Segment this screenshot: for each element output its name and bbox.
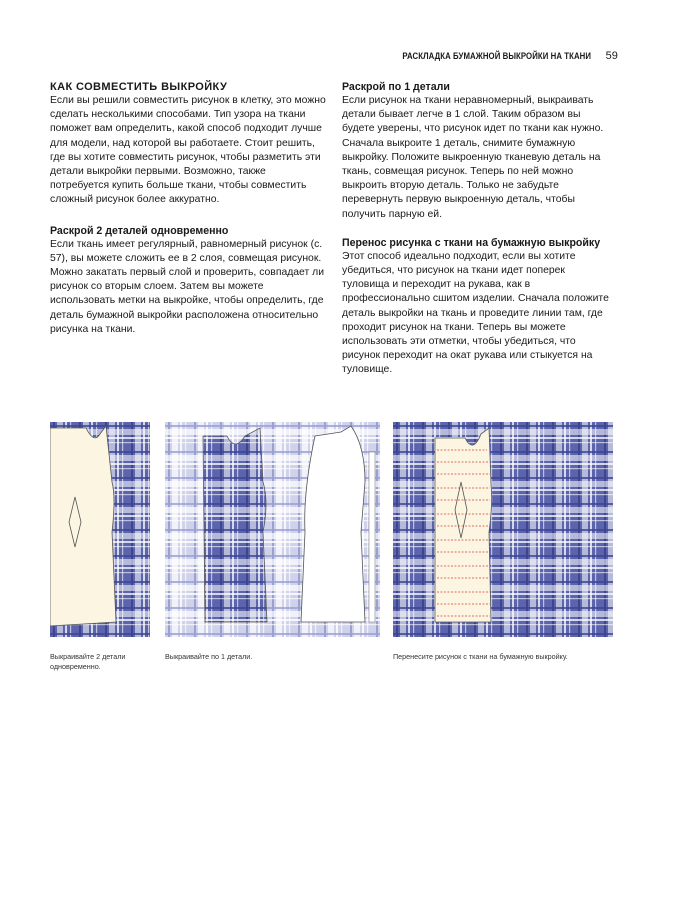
section-heading-transfer: Перенос рисунка с ткани на бумажную выкройку bbox=[342, 236, 601, 249]
running-title: РАСКЛАДКА БУМАЖНОЙ ВЫКРОЙКИ НА ТКАНИ bbox=[402, 50, 592, 62]
section-text-one-piece: Если рисунок на ткани неравномерный, выкраивать детали бывает легче в 1 слой. Таким образом вы будете уверены, что рисунок идет по ткани как нужно. Сначала выкроите 1 деталь, снимите бумажную выкройку. Положите выкроенную тканевую деталь на ткань, совмещая рисунок. Теперь по ней можно выкроить вторую деталь. Только не забудьте перевернуть первую выкроенную деталь, чтобы получить парную ей. bbox=[342, 95, 604, 220]
left-column bbox=[50, 80, 326, 337]
figure-one-piece bbox=[165, 422, 380, 637]
right-column bbox=[342, 80, 612, 378]
figure-caption: Выкраивайте 2 детали одновременно. bbox=[50, 652, 126, 671]
section-heading-match-pattern: КАК СОВМЕСТИТЬ ВЫКРОЙКУ bbox=[50, 81, 228, 93]
section-heading-one-piece: Раскрой по 1 детали bbox=[342, 81, 450, 93]
section-text-two-pieces: Если ткань имеет регулярный, равномерный рисунок (с. 57), вы можете сложить ее в 2 слоя, совмещая рисунок. Можно закатать первый слой и проверить, совпадает ли рисунок со вторым слоем. Затем вы можете использовать метки на выкройке, чтобы определить, где деталь бумажной выкройки расположена относительно рисунка на ткани. bbox=[50, 238, 325, 335]
figure-caption: Выкраивайте по 1 детали. bbox=[165, 652, 253, 661]
section-text-match-pattern: Если вы решили совместить рисунок в клетку, это можно сделать несколькими способами. Тип узора на ткани поможет вам определить, какой способ подходит лучше для модели, над которой вы работаете. Стоит решить, где вы хотите совместить рисунок, чтобы разметить эти детали выкройки первыми. Возможно, также потребуется купить больше ткани, чтобы совместить сложный рисунок более аккуратно. bbox=[50, 95, 326, 206]
section-text-transfer: Этот способ идеально подходит, если вы хотите убедиться, что рисунок на ткани идет поперек туловища и переходит на рукава, как в профессионально сшитом изделии. Сначала положите деталь выкройки на ткань и проведите линии там, где проходит рисунок на ткани. Теперь вы можете использовать эти отметки, чтобы убедиться, что рисунок переходит на окат рукава или стыкуется на туловище. bbox=[342, 250, 609, 376]
page-number: 59 bbox=[605, 50, 618, 62]
cut-fabric-piece bbox=[203, 428, 267, 622]
fabric-edge bbox=[369, 452, 375, 622]
section-heading-two-pieces: Раскрой 2 деталей одновременно bbox=[50, 224, 229, 237]
pattern-piece-folded bbox=[50, 426, 116, 626]
paper-pattern-piece bbox=[435, 428, 492, 622]
plaid-fabric-dark bbox=[393, 422, 613, 637]
figure-transfer-lines bbox=[393, 422, 613, 637]
figure-fold-two-pieces bbox=[50, 422, 150, 637]
figure-caption: Перенесите рисунок с ткани на бумажную выкройку. bbox=[393, 652, 568, 661]
running-header bbox=[361, 50, 618, 62]
